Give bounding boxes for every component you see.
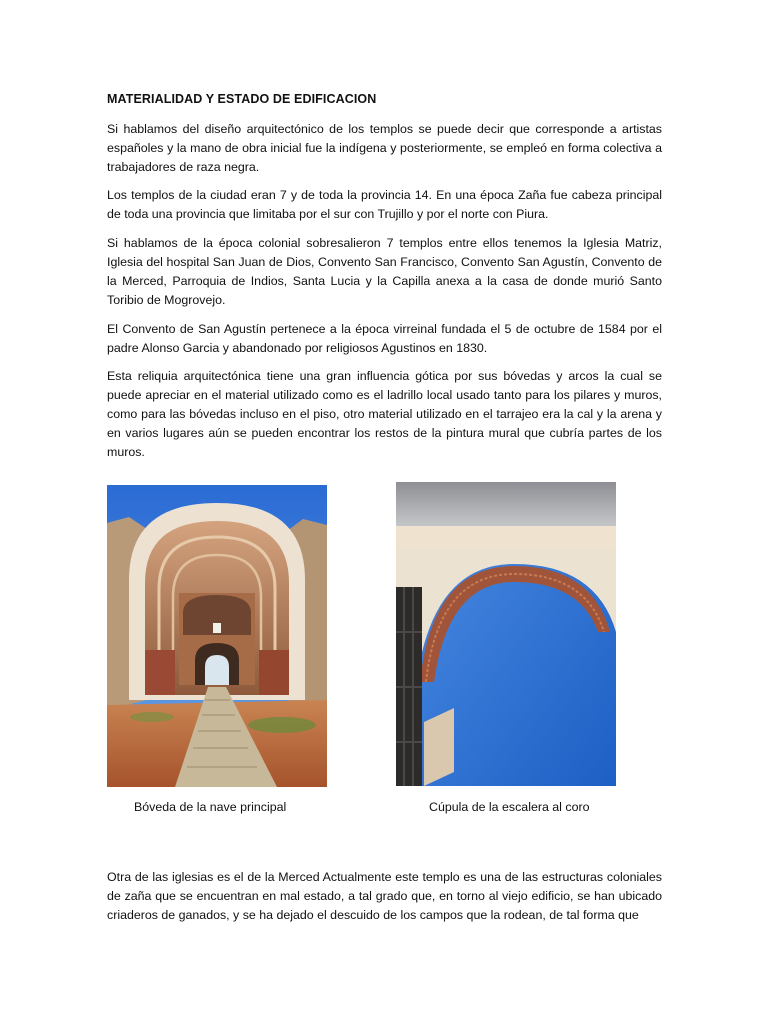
paragraph-gothic-influence: Esta reliquia arquitectónica tiene una gran influencia gótica por sus bóvedas y arcos la cual se puede apreciar en el material utilizado como es el ladrillo local usado tanto para los pilares y muros, como para las bóvedas incluso en el piso, otro material utilizado en el tarrajeo era la cal y la arena y en varios lugares aún se pueden encontrar los restos de la pintura mural que cubría partes de los muros.	[107, 369, 662, 459]
vault-photo-graphic	[107, 485, 327, 787]
vault-photo	[107, 485, 327, 787]
dome-photo	[396, 482, 616, 786]
paragraph-design: Si hablamos del diseño arquitectónico de los templos se puede decir que corresponde a artistas españoles y la mano de obra inicial fue la indígena y posteriormente, se empleó en forma colectiva a trabajadores de raza negra.	[107, 122, 662, 174]
figure-caption-vault: Bóveda de la nave principal	[134, 800, 287, 814]
dome-photo-graphic	[396, 482, 616, 786]
paragraph-temples-count: Los templos de la ciudad eran 7 y de toda la provincia 14. En una época Zaña fue cabeza principal de toda una provincia que limitaba por el sur con Trujillo y por el norte con Piura.	[107, 188, 662, 221]
section-heading: MATERIALIDAD Y ESTADO DE EDIFICACION	[107, 92, 377, 106]
paragraph-san-agustin: El Convento de San Agustín pertenece a la época virreinal fundada el 5 de octubre de 1584 por el padre Alonso Garcia y abandonado por religiosos Agustinos en 1830.	[107, 322, 662, 355]
figure-caption-dome: Cúpula de la escalera al coro	[429, 800, 590, 814]
paragraph-colonial-temples: Si hablamos de la época colonial sobresalieron 7 templos entre ellos tenemos la Iglesia Matriz, Iglesia del hospital San Juan de Dios, Convento San Francisco, Convento San Agustín, Convento de la Merced, Parroquia de Indios, Santa Lucia y la Capilla anexa a la casa de donde murió Santo Toribio de Mogrovejo.	[107, 236, 662, 307]
paragraph-la-merced: Otra de las iglesias es el de la Merced Actualmente este templo es una de las estructuras coloniales de zaña que se encuentran en mal estado, a tal grado que, en torno al viejo edificio, se han ubicado criaderos de ganados, y se ha dejado el descuido de los campos que la rodean, de tal forma que	[107, 870, 662, 922]
